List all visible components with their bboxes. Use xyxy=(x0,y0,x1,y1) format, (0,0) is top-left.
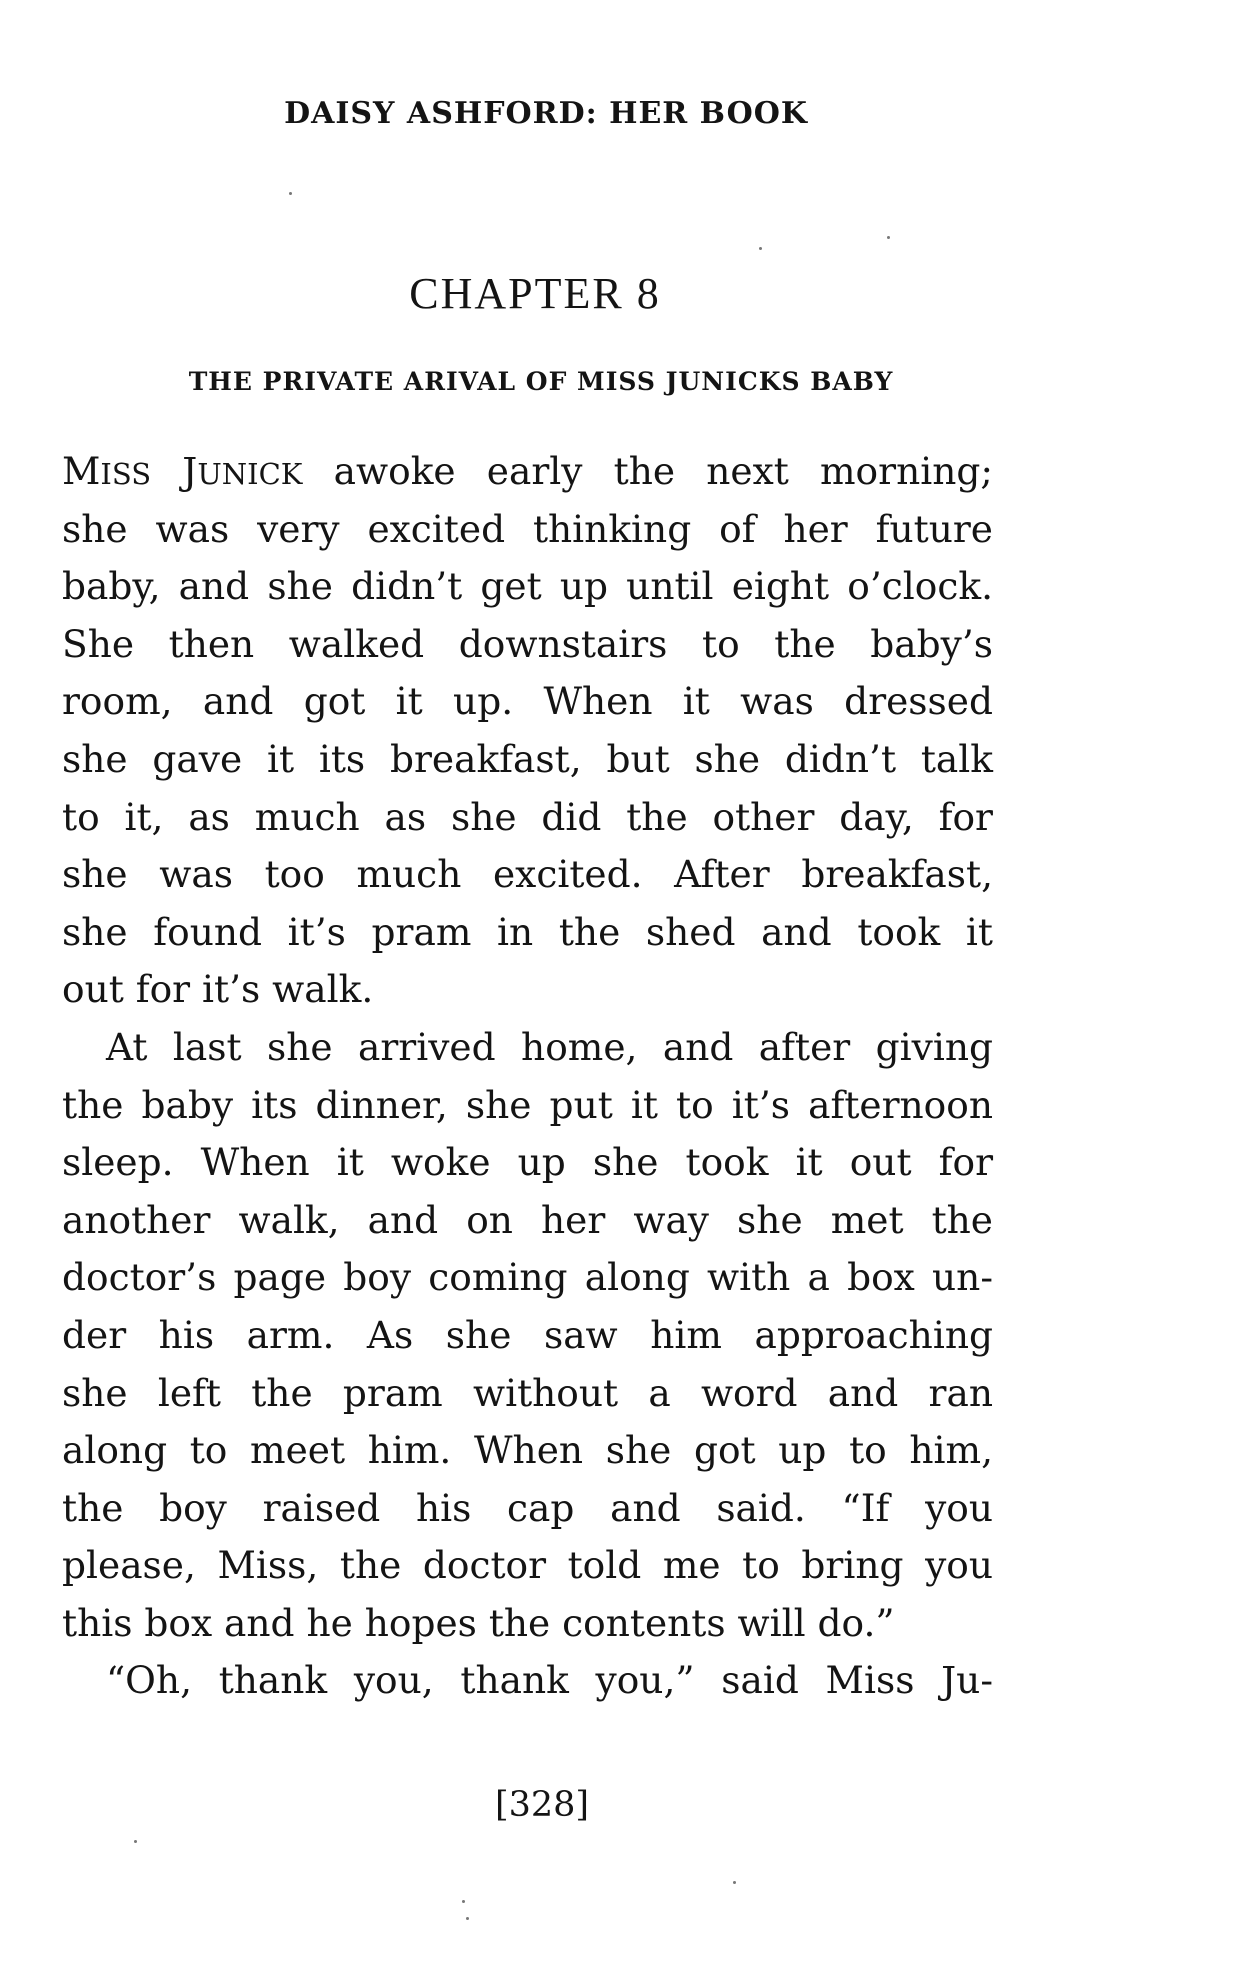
name-initial-j: J xyxy=(182,449,198,493)
text-line: please, Miss, the doctor told me to bring you xyxy=(62,1543,993,1588)
text-line: she was very excited thinking of her future xyxy=(62,506,993,551)
text-line-1 xyxy=(62,443,993,501)
chapter-number: CHAPTER 8 xyxy=(409,269,661,318)
name-rest-unick: UNICK xyxy=(197,457,303,491)
scan-speck xyxy=(134,1840,137,1843)
text-line: room, and got it up. When it was dressed xyxy=(62,679,993,724)
text-line-paragraph-end: out for it’s walk. xyxy=(62,967,374,1012)
text-line-paragraph-end: this box and he hopes the contents will do.” xyxy=(62,1600,895,1645)
text-line: doctor’s page boy coming along with a box un- xyxy=(62,1255,993,1300)
text-line: der his arm. As she saw him approaching xyxy=(62,1312,993,1357)
name-initial-m: M xyxy=(62,449,101,493)
name-rest-iss: ISS xyxy=(100,457,152,491)
text-line: she was too much excited. After breakfast, xyxy=(62,852,993,897)
scan-speck xyxy=(887,236,890,239)
scan-speck xyxy=(289,192,292,195)
page-number: [328] xyxy=(494,1785,590,1825)
line1-rest: awoke early the next morning; xyxy=(302,449,994,493)
text-line: along to meet him. When she got up to him, xyxy=(62,1428,993,1473)
text-line: the boy raised his cap and said. “If you xyxy=(62,1485,993,1530)
text-line-paragraph-start: “Oh, thank you, thank you,” said Miss Ju- xyxy=(106,1658,993,1703)
scan-speck xyxy=(733,1881,736,1884)
text-line: to it, as much as she did the other day, for xyxy=(62,794,993,839)
text-line: she left the pram without a word and ran xyxy=(62,1370,993,1415)
chapter-title: THE PRIVATE ARIVAL OF MISS JUNICKS BABY xyxy=(188,367,894,396)
text-line: the baby its dinner, she put it to it’s afternoon xyxy=(62,1082,993,1127)
text-line: baby, and she didn’t get up until eight o’clock. xyxy=(62,564,993,609)
text-line: she gave it its breakfast, but she didn’t talk xyxy=(62,736,993,781)
body-text xyxy=(62,443,993,1710)
scan-speck xyxy=(759,247,762,250)
running-head: DAISY ASHFORD: HER BOOK xyxy=(284,96,808,131)
text-line: she found it’s pram in the shed and took it xyxy=(62,909,993,954)
text-line: sleep. When it woke up she took it out for xyxy=(62,1140,993,1185)
text-line: another walk, and on her way she met the xyxy=(62,1197,993,1242)
scan-speck xyxy=(466,1917,469,1920)
text-line: She then walked downstairs to the baby’s xyxy=(62,621,993,666)
text-line-paragraph-start: At last she arrived home, and after giving xyxy=(106,1024,993,1069)
scan-speck xyxy=(462,1900,465,1903)
